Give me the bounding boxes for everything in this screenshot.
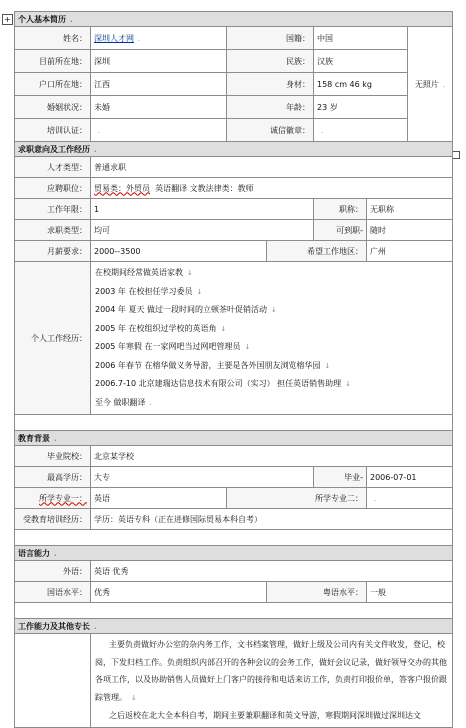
position-value: 贸易类：外贸员 英语翻译 文教法律类：教师 [91, 178, 453, 199]
experience-list [91, 262, 453, 415]
experience-item: 2005 年寒假 在一家网吧当过网吧管理员 ↓ [95, 342, 251, 351]
arrival-label: 可到职- [314, 220, 367, 241]
degree-value: 大专 [91, 467, 314, 488]
ethnic-label: 民族： [227, 50, 314, 73]
age-label: 年龄： [227, 96, 314, 119]
experience-item: 2004 年 夏天 做过一段时间的立顿茶叶促销活动 ↓ [95, 305, 277, 314]
marital-label: 婚姻状况： [15, 96, 91, 119]
school-value: 北京某学校 [91, 446, 453, 467]
location-label: 目前所在地： [15, 50, 91, 73]
ethnic-value: 汉族 [314, 50, 408, 73]
cantonese-value: 一般 [367, 582, 453, 603]
resume-table [14, 11, 453, 728]
cantonese-label: 粤语水平： [267, 582, 367, 603]
foreign-label: 外语： [15, 561, 91, 582]
country-value: 中国 [314, 27, 408, 50]
jobtype-label: 求职类型： [15, 220, 91, 241]
foreign-value: 英语 优秀 [91, 561, 453, 582]
salary-label: 月薪要求： [15, 241, 91, 262]
spacer-row [15, 603, 453, 619]
name-label: 姓名： [15, 27, 91, 50]
cert-value: . [91, 119, 227, 142]
title-value: 无职称 [367, 199, 453, 220]
spacer-row [15, 415, 453, 431]
table-move-handle-icon[interactable]: + [2, 14, 13, 25]
years-label: 工作年限： [15, 199, 91, 220]
skills-paragraph: 主要负责做好办公室的杂内务工作，文书档案管理，做好上级及公司内有关文件收发，登记，校阅，下发归档工作。负责组织内部召开的各种会议的会务工作，做好会议记录，做好领导交办的其他各项工作，以及协助销售人员做好上门客户的接待和电话来访工作，负责打印报价单，答客户报价跟踪管理。 ↓ [95, 640, 447, 702]
hukou-value: 江西 [91, 73, 227, 96]
title-label: 职称： [314, 199, 367, 220]
location-value: 深圳 [91, 50, 227, 73]
major2-value: . [367, 488, 453, 509]
major1-value: 英语 [91, 488, 227, 509]
photo-placeholder: 无照片 . [408, 27, 453, 142]
cert-label: 培训认证： [15, 119, 91, 142]
hukou-label: 户口所在地： [15, 73, 91, 96]
arrival-value: 随时 [367, 220, 453, 241]
country-label: 国籍： [227, 27, 314, 50]
jobtype-value: 均可 [91, 220, 314, 241]
skills-text [91, 634, 453, 728]
position-label: 应聘职位： [15, 178, 91, 199]
honesty-label: 诚信徽章： [227, 119, 314, 142]
years-value: 1 [91, 199, 314, 220]
experience-item: 2003 年 在校担任学习委员 ↓ [95, 286, 203, 296]
grad-label: 毕业- [314, 467, 367, 488]
mandarin-label: 国语水平： [15, 582, 91, 603]
section-personal-header: 个人基本简历 . [15, 12, 453, 27]
experience-item: 2006 年春节 在榕华做义务导游，主要是各外国朋友浏览榕华园 ↓ [95, 360, 331, 370]
name-value: 深圳人才网 . [91, 27, 227, 50]
body-value: 158 cm 46 kg [314, 73, 408, 96]
major1-label: 所学专业一： [15, 488, 91, 509]
skills-left-cell [15, 634, 91, 728]
section-intention-header: 求职意向及工作经历 . [15, 142, 453, 157]
experience-item: 2006.7-10 北京建瑞达信息技术有限公司（实习） 担任英语销售助理 ↓ [95, 379, 352, 388]
area-value: 广州 [367, 241, 453, 262]
table-resize-handle-icon[interactable] [452, 151, 460, 159]
salary-value: 2000--3500 [91, 241, 267, 262]
mandarin-value: 优秀 [91, 582, 267, 603]
experience-item: 在校期间经常做英语家教 ↓ [95, 268, 193, 277]
section-language-header: 语言能力 . [15, 546, 453, 561]
type-label: 人才类型： [15, 157, 91, 178]
experience-item: 至今 做职翻译 . [95, 397, 152, 407]
experience-item: 2005 年 在校组织过学校的英语角 ↓ [95, 323, 227, 333]
body-label: 身材： [227, 73, 314, 96]
training-label: 受教育培训经历： [15, 509, 91, 530]
age-value: 23 岁 [314, 96, 408, 119]
training-value: 学历：英语专科（正在进修国际贸易本科自考） [91, 509, 453, 530]
grad-value: 2006-07-01 [367, 467, 453, 488]
school-label: 毕业院校： [15, 446, 91, 467]
marital-value: 未婚 [91, 96, 227, 119]
spacer-row [15, 530, 453, 546]
degree-label: 最高学历： [15, 467, 91, 488]
experience-label: 个人工作经历： [15, 262, 91, 415]
type-value: 普通求职 [91, 157, 453, 178]
section-skills-header: 工作能力及其他专长 . [15, 619, 453, 634]
honesty-value: . [314, 119, 408, 142]
skills-paragraph: 之后返校在北大全本科自考，期间主要兼职翻译和英文导游，寒假期间深圳做过深圳达文 [109, 711, 421, 720]
section-education-header: 教育背景 . [15, 431, 453, 446]
area-label: 希望工作地区： [267, 241, 367, 262]
major2-label: 所学专业二： [227, 488, 367, 509]
